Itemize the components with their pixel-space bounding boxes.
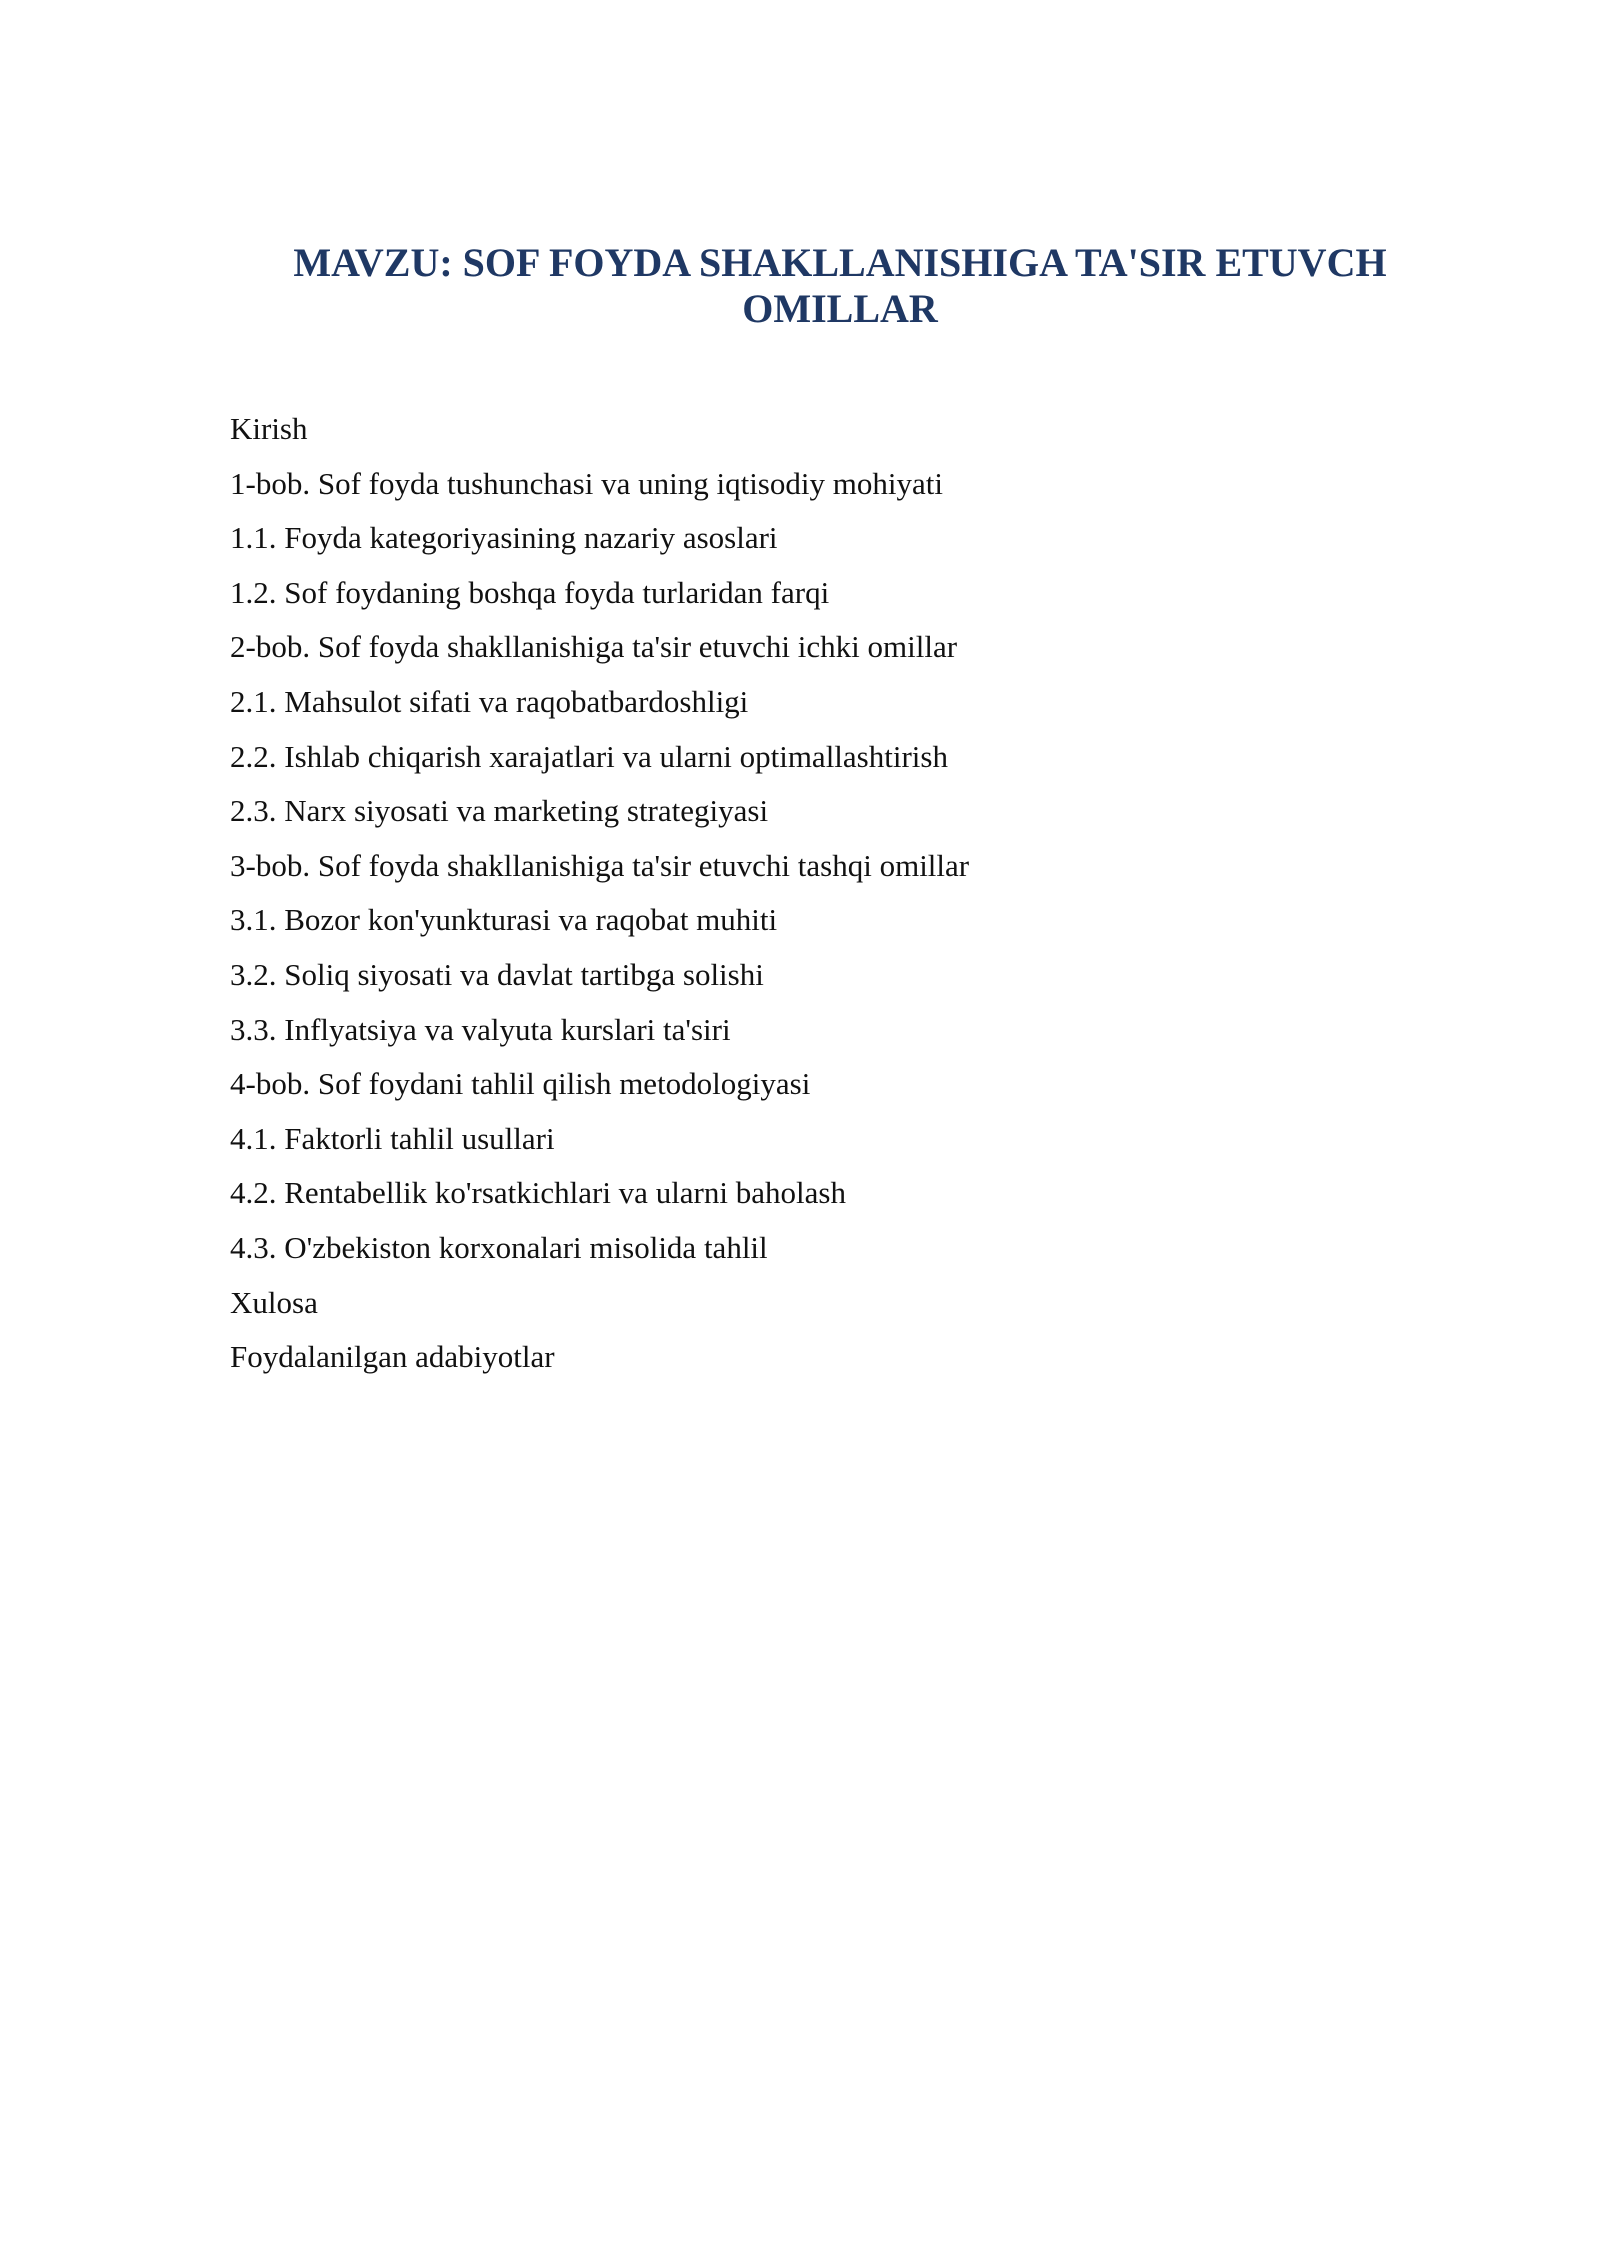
toc-item-section-4-2: 4.2. Rentabellik ko'rsatkichlari va ularni baholash	[230, 1175, 846, 1211]
toc-item-chapter-1: 1-bob. Sof foyda tushunchasi va uning iqtisodiy mohiyati	[230, 465, 943, 501]
toc-item-section-3-3: 3.3. Inflyatsiya va valyuta kurslari ta'siri	[230, 1011, 731, 1047]
toc-item-section-2-3: 2.3. Narx siyosati va marketing strategiyasi	[230, 793, 769, 829]
toc-item-section-2-1: 2.1. Mahsulot sifati va raqobatbardoshligi	[230, 683, 749, 719]
toc-item-references: Foydalanilgan adabiyotlar	[230, 1339, 555, 1375]
toc-item-chapter-4: 4-bob. Sof foydani tahlil qilish metodologiyasi	[230, 1066, 811, 1102]
toc-item-conclusion: Xulosa	[230, 1284, 318, 1320]
toc-item-chapter-3: 3-bob. Sof foyda shakllanishiga ta'sir etuvchi tashqi omillar	[230, 847, 970, 883]
toc-item-section-3-2: 3.2. Soliq siyosati va davlat tartibga solishi	[230, 956, 764, 992]
toc-item-section-1-1: 1.1. Foyda kategoriyasining nazariy asoslari	[230, 520, 778, 556]
toc-item-chapter-2: 2-bob. Sof foyda shakllanishiga ta'sir etuvchi ichki omillar	[230, 629, 958, 665]
toc-item-section-3-1: 3.1. Bozor kon'yunkturasi va raqobat muhiti	[230, 902, 778, 938]
toc-item-section-1-2: 1.2. Sof foydaning boshqa foyda turlaridan farqi	[230, 574, 830, 610]
toc-item-section-4-3: 4.3. O'zbekiston korxonalari misolida tahlil	[230, 1229, 768, 1265]
toc-item-introduction: Kirish	[230, 411, 308, 446]
document-title: MAVZU: SOF FOYDA SHAKLLANISHIGA TA'SIR ETUVCH OMILLAR	[293, 240, 1387, 331]
table-of-contents	[230, 402, 1430, 1385]
toc-item-section-4-1: 4.1. Faktorli tahlil usullari	[230, 1120, 555, 1156]
toc-item-section-2-2: 2.2. Ishlab chiqarish xarajatlari va ularni optimallashtirish	[230, 738, 948, 774]
